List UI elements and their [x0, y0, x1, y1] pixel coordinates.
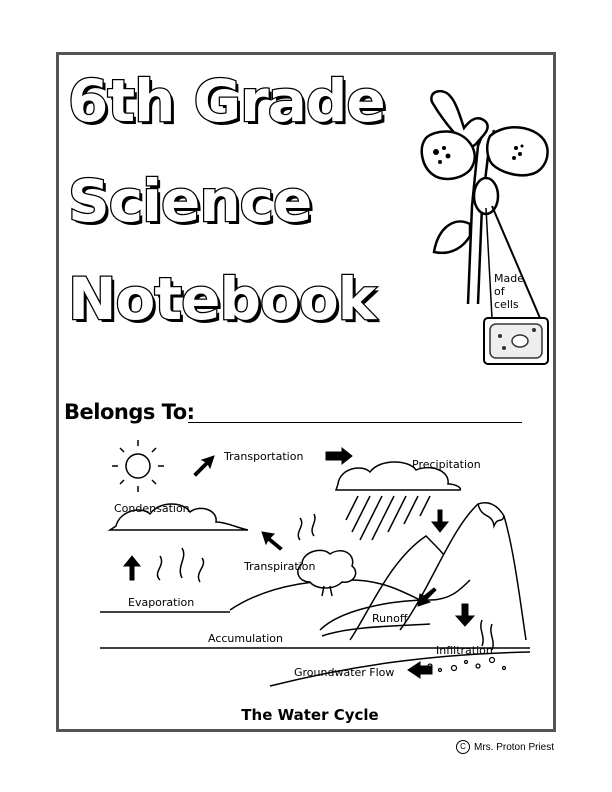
- label-accumulation: Accumulation: [208, 632, 283, 645]
- belongs-to-line: [188, 422, 522, 423]
- plant-flower-right: [487, 127, 547, 175]
- label-evaporation: Evaporation: [128, 596, 195, 609]
- caption-wrapper: [210, 700, 410, 726]
- label-condensation: Condensation: [114, 502, 190, 515]
- arrow-down-precipitation: [432, 510, 448, 532]
- arrow-up-evaporation: [124, 556, 140, 580]
- label-infiltration: Infiltration: [436, 644, 493, 657]
- label-transportation: Transportation: [224, 450, 304, 463]
- label-groundwater-flow: Groundwater Flow: [294, 666, 395, 679]
- arrow-right-transportation: [326, 448, 352, 464]
- title-line-3: Notebook: [68, 265, 376, 333]
- title-line-1: 6th Grade: [68, 67, 385, 135]
- plant-illustration: [420, 86, 560, 376]
- belongs-to-label: Belongs To:: [64, 400, 195, 424]
- water-cycle-caption: The Water Cycle: [241, 706, 379, 724]
- author-name: Mrs. Proton Priest: [474, 741, 555, 753]
- arrow-upleft-transpiration: [262, 532, 282, 550]
- label-transpiration: Transpiration: [244, 560, 316, 573]
- rain-lines: [346, 496, 430, 540]
- made-of-cells-line2: of: [494, 285, 505, 298]
- label-runoff: Runoff: [372, 612, 408, 625]
- evaporation-steam: [157, 548, 203, 582]
- copyright: [456, 740, 554, 754]
- arrow-up-transportation: [194, 456, 214, 476]
- label-precipitation: Precipitation: [412, 458, 481, 471]
- title-line-2: Science: [68, 167, 312, 235]
- sun-icon: [126, 454, 150, 478]
- made-of-cells-line3: cells: [494, 298, 519, 311]
- transpiration-steam: [298, 514, 315, 540]
- copyright-icon: C: [456, 740, 470, 754]
- plant-leaf-left: [434, 222, 470, 253]
- water-cycle-diagram: [90, 440, 530, 690]
- made-of-cells-line1: Made: [494, 272, 524, 285]
